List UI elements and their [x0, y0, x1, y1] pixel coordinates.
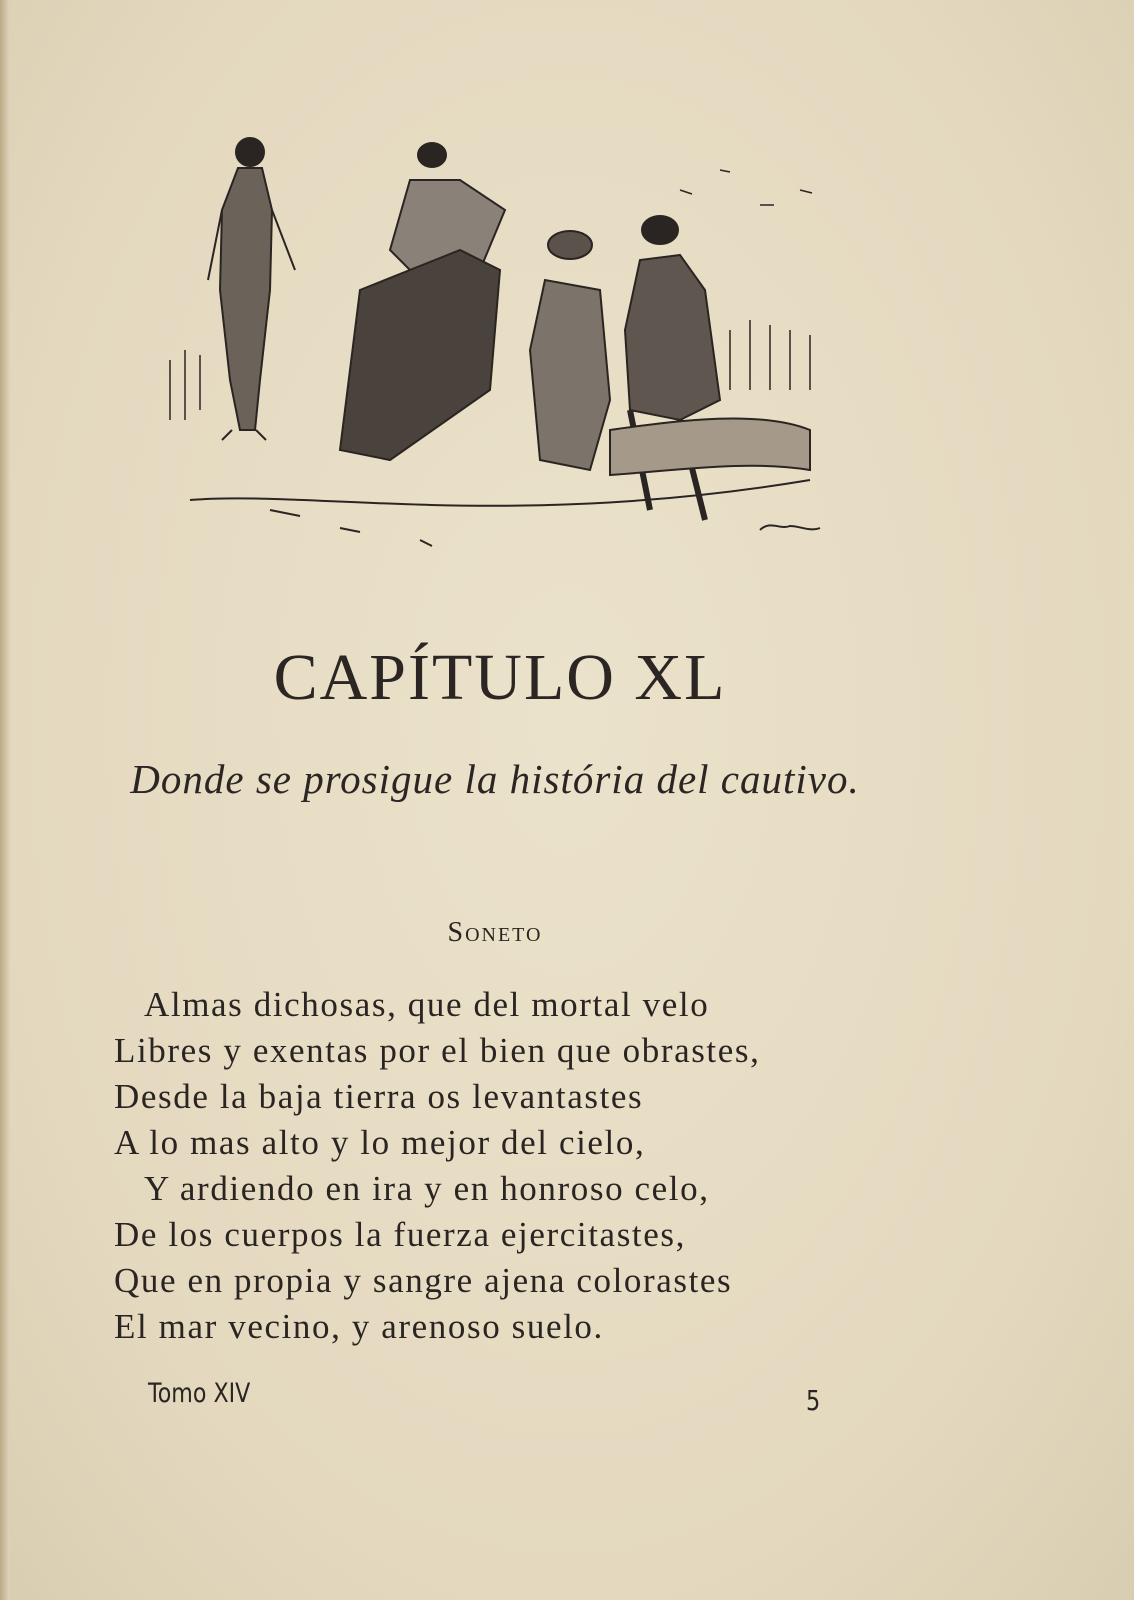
verse-line: Y ardiendo en ira y en honroso celo, [144, 1169, 710, 1208]
page-number: 5 [806, 1384, 821, 1417]
engraving-illustration [160, 130, 860, 590]
chapter-title: CAPÍTULO XL [273, 641, 727, 714]
verse-line: El mar vecino, y arenoso suelo. [114, 1307, 604, 1346]
chapter-subtitle: Donde se prosigue la história del cautivo. [130, 756, 860, 802]
sonnet-verses [100, 982, 900, 1350]
verse-line: Libres y exentas por el bien que obrastes, [114, 1031, 761, 1070]
verse-line: De los cuerpos la fuerza ejercitastes, [114, 1215, 686, 1254]
page-spine-edge [0, 0, 10, 1600]
verse-line: A lo mas alto y lo mejor del cielo, [114, 1123, 646, 1162]
verse-line: Desde la baja tierra os levantastes [114, 1077, 644, 1116]
verse-line: Que en propia y sangre ajena colorastes [114, 1261, 733, 1300]
verse-line: Almas dichosas, que del mortal velo [144, 985, 710, 1024]
volume-label: Tomo XIV [148, 1378, 251, 1409]
poem-heading: Soneto [447, 917, 543, 948]
